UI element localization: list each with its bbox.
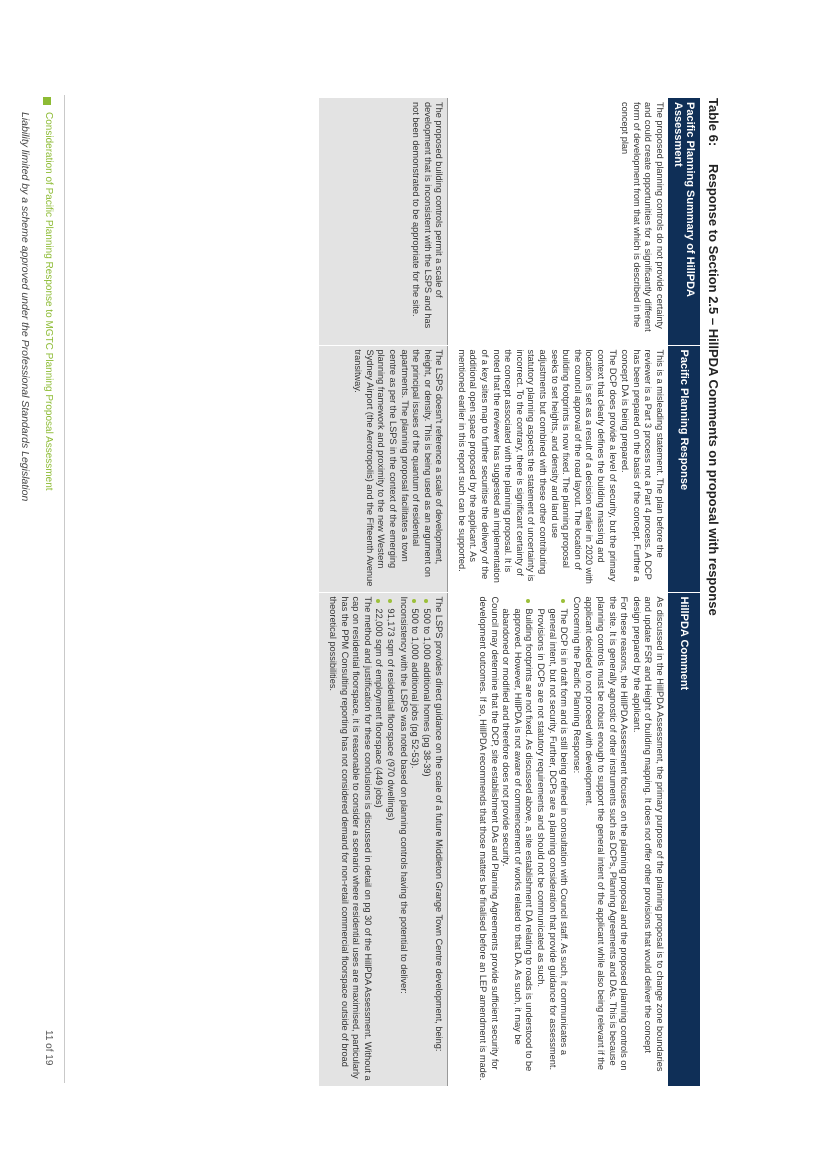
- list-item: 91,173 sqm of residential floorspace (970 dwellings): [384, 597, 396, 1082]
- row1-summary: The proposed planning controls do not provide certainty and could create opportunities for a significantly different form of development from that which is described in the concept plan: [448, 98, 668, 345]
- header-response: Pacific Planning Response: [668, 345, 700, 592]
- row2-comment-mid: Inconsistency with the LSPS was noted based on planning controls having the potential to deliver:: [398, 596, 409, 994]
- table-caption-label: Table 6:: [706, 98, 721, 147]
- footer-divider: [64, 95, 65, 1083]
- row1-comment: [448, 592, 668, 1086]
- row2-comment-tail: The method and justification for these conclusions is discussed in detail on pg 30 of the HillPDA Assessment. Without a cap on residential floorspace, it is reasonable to consider a scenario where residential uses are maximised, particularly has the PPM Consulting reporting has not considered demand for non-retail commercial floorspace outside of broad theoretical possibilities.: [327, 596, 373, 1081]
- row1-comment-para: Concerning the Pacific Planning Response:: [571, 596, 582, 774]
- row1-comment-tail: Council may determine that the DCP, site establishment DAs and Planning Agreements provide sufficient security for development outcomes. If so, HillPDA recommends that those matters be finalised before an LEP amendment is made.: [478, 596, 500, 1081]
- header-comment: HillPDA Comment: [668, 592, 700, 1086]
- row2-summary: The proposed building controls permit a scale of development that is inconsistent with the LSPS and has not been demonstrated to be appropriate for the site.: [319, 98, 447, 345]
- row1-comment-bullets: [500, 597, 570, 1082]
- table-caption: [706, 98, 721, 616]
- footer-square-icon: [43, 97, 51, 105]
- list-item: 22,000 sqm of employment floorspace (449 jobs): [373, 597, 385, 1082]
- footer-liability: Liability limited by a scheme approved under the Professional Standards Legislation: [19, 112, 31, 502]
- row2-comment: [319, 592, 447, 1086]
- footer-title: Consideration of Pacific Planning Response to MGTC Planning Proposal Assessment: [43, 112, 54, 491]
- row1-response: [448, 345, 668, 592]
- row2-response: The LSPS doesn't reference a scale of development, height, or density. This is being used as an argument on the principal issues of the quantum of residential apartments. The planning proposal facilitates a town centre as per the LSPS in the context of the emerging planning framework and proximity to the new Western Sydney Airport (the Aerotropolis) and the Fifteenth Avenue transitway.: [319, 345, 447, 592]
- row2-comment-intro: The LSPS provides direct guidance on the scale of a future Middleton Grange Town Centre development, being:: [434, 596, 445, 1052]
- table-row: [319, 98, 447, 1086]
- table-row: [448, 98, 668, 1086]
- row2-comment-bullets: [373, 597, 396, 1082]
- list-item: The DCP is in draft form and is still being refined in consultation with Council staff. As such, it communicates a general intent, but not security. Further, DCPs are a planning consideration that provide guidance for assessment. Provisions in DCPs are not statutory requirements and should not be communicated as such.: [534, 597, 569, 1082]
- list-item: 500 to 1,000 additional jobs (pg 52-53).: [409, 597, 421, 1082]
- response-table: [319, 98, 700, 1087]
- table-caption-text: Response to Section 2.5 – HillPDA Comments on proposal with response: [706, 164, 721, 616]
- page-number: 11 of 19: [43, 1030, 54, 1066]
- list-item: Building footprints are not fixed. As discussed above, a site establishment DA relating to roads is understood to be approved. However, HillPDA is not aware of commencement of works related to that DA. As such, it may be abandoned or modified and therefore does not provide security.: [500, 597, 535, 1082]
- header-summary: Pacific Planning Summary of HillPDA Assessment: [668, 98, 700, 345]
- list-item: 500 to 1,000 additional homes (pg 38-39): [420, 597, 432, 1082]
- table-header-row: [668, 98, 700, 1086]
- row1-comment-para: As discussed in the HillPDA Assessment, the primary purpose of the planning proposal is to change zone boundaries and update FSR and Height of building mapping. It does not offer other provisions that would deliver the concept design prepared by the applicant.: [631, 596, 665, 1072]
- row1-response-para: The DCP does provide a level of security, but the primary context that clearly defines the building massing and location is set as a result of a decision earlier in 2020 with the council approval of the road layout. The location of building footprints is now fixed. The planning proposal seeks to set heights, and density and land use adjustments but combined with these other contributing statutory planning aspects the statement of uncertainty is incorrect. To the contrary, there is significant certainty of the concept associated with the planning proposal. It is noted that the reviewer has suggested an implementation of a key sites map to further securitise the delivery of the additional open space proposed by the applicant. As mentioned earlier in this report such can be supported.: [456, 349, 618, 584]
- row1-comment-para: For these reasons, the HillPDA Assessment focuses on the planning proposal and the proposed planning controls on the site. It is generally agnostic of other instruments such as DCPs, Planning Agreements and DAs. This is because planning controls must be robust enough to support the general intent of the applicant while also being relevant if the applicant decided to not proceed with development.: [584, 596, 630, 1071]
- row1-response-para: This is a misleading statement. The plan before the reviewer is a Part 3 process not a Part 4 process. A DCP has been prepared on the basis of the concept. Further a concept DA is being prepared.: [620, 349, 665, 582]
- row2-comment-bullets: [409, 597, 432, 1082]
